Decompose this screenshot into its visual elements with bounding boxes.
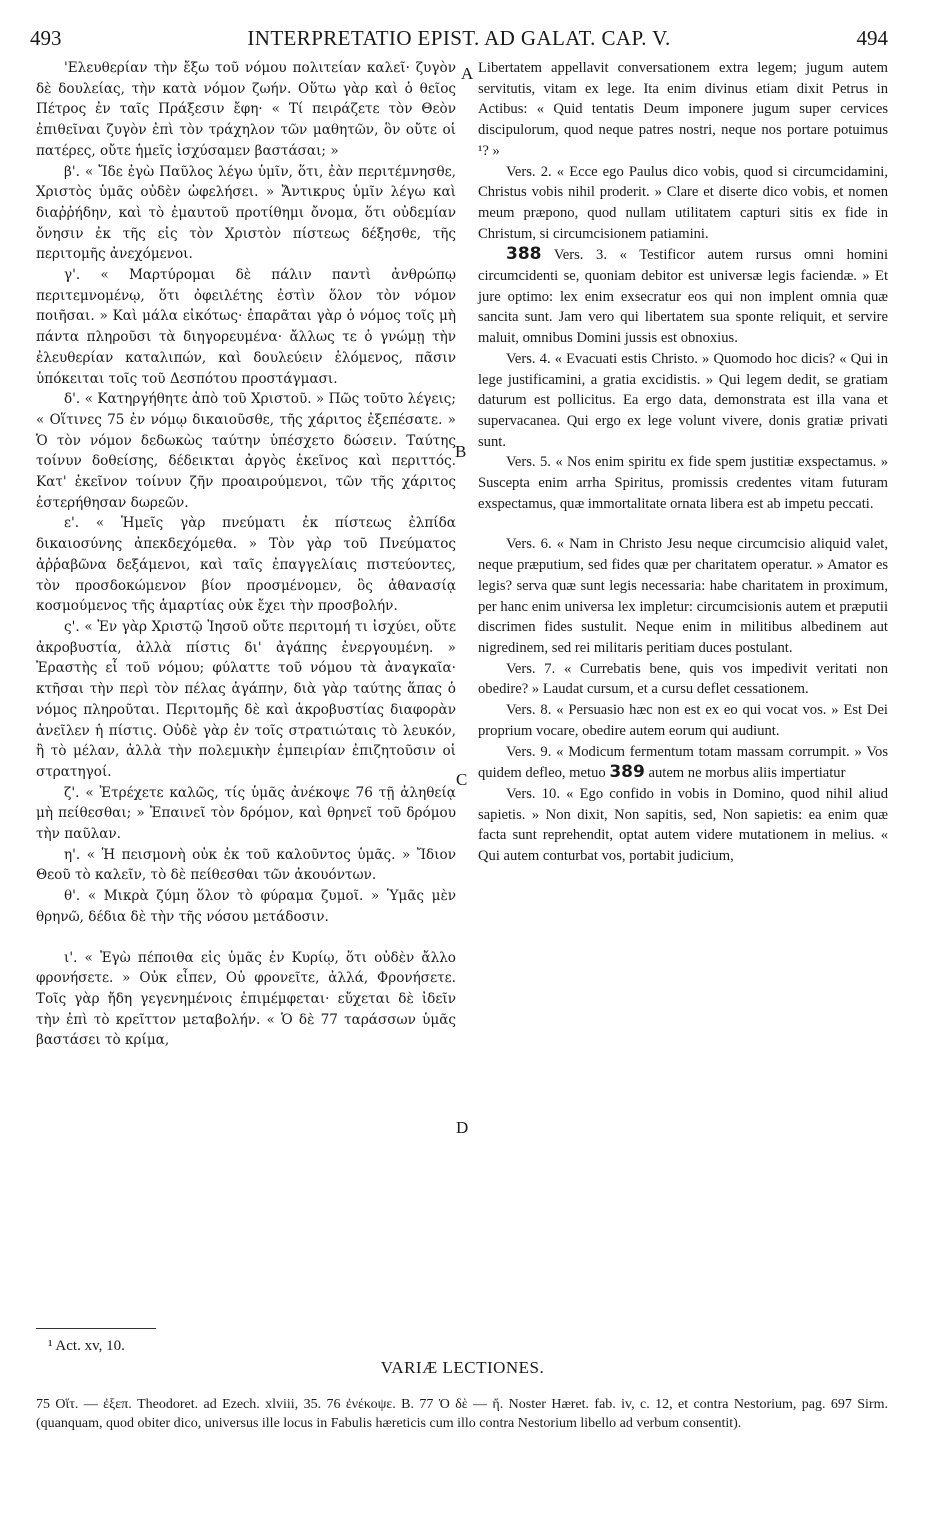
margin-letter: D	[456, 1118, 469, 1137]
margin-letter: A	[461, 64, 474, 83]
variae-lectiones-title: VARIÆ LECTIONES.	[380, 1358, 545, 1377]
greek-paragraph: γ'. « Μαρτύρομαι δὲ πάλιν παντὶ ἀνθρώπῳ περιτεμνομένῳ, ὅτι ὀφειλέτης ἐστὶν ὅλον τὸν νόμον ποιῆσαι. » Καὶ μάλα εἰκότως· ἐπαρᾶται γὰρ ὁ νόμος τοῖς μὴ πάντα πληροῦσι τὰ διηγορευμένα· ἄλλως τε ὁ γνώμῃ τὴν ἐλευθερίαν καταλιπών, καὶ δουλεύειν ἑλόμενος, πᾶσιν ὑπόκειται τοῖς τοῦ Δεσπότου προστάγμασι.	[36, 267, 456, 387]
greek-paragraph: ε'. « Ἡμεῖς γὰρ πνεύματι ἐκ πίστεως ἐλπίδα δικαιοσύνης ἀπεκδεχόμεθα. » Τὸν γὰρ τοῦ Πνεύματος ἀῤῥαβῶνα δεξάμενοι, καὶ ταῖς ἐπαγγελίαις πιστεύοντες, τὸν προσδοκώμενον βίον προσμένομεν, ὃς ἀθανασίᾳ κοσμούμενος τῆς ἁμαρτίας οὐκ ἔχει τὴν προσβολήν.	[36, 515, 456, 615]
greek-paragraph: 'Ελευθερίαν τὴν ἔξω τοῦ νόμου πολιτείαν καλεῖ· ζυγὸν δὲ δουλείας, τὴν κατὰ νόμον ζωήν. Οὕτω γὰρ καὶ ὁ θεῖος Πέτρος ἐν ταῖς Πράξεσιν ἔφη· « Τί πειράζετε τὸν Θεὸν ἐπιθεῖναι ζυγὸν ἐπὶ τὸν τράχηλον τῶν μαθητῶν, ὃν οὔτε οἱ πατέρες, οὔτε ἡμεῖς ἰσχύσαμεν βαστάσαι; »	[36, 60, 456, 159]
column-number: 389	[609, 762, 645, 783]
latin-paragraph: Vers. 7. « Currebatis bene, quis vos impedivit veritati non obedire? » Laudat cursum, et a cursu deflet cessationem.	[478, 660, 888, 698]
latin-paragraph: Vers. 5. « Nos enim spiritu ex fide spem justitiæ exspectamus. » Suscepta enim arrha Spiritus, promissis credentes vitam futuram exspectamus, quæ immortalitate ornata libera est ab impetu peccati.	[478, 454, 888, 512]
greek-column	[36, 58, 456, 1051]
variae-lectiones-body	[36, 1395, 888, 1433]
variae-lectiones-text: 75 Οἵτ. — ἐξεπ. Theodoret. ad Ezech. xlviii, 35. 76 ἐνέκοψε. B. 77 Ὁ δὲ — ἤ. Noster Hæret. fab. iv, c. 12, et contra Nestorium, pag. 697 Sirm. (quanquam, quod obiter dico, universus ille locus in Fabulis hæreticis cum illo contra Nestorium libello ad verbum consentit).	[36, 1397, 888, 1431]
greek-paragraph: ι'. « Ἐγὼ πέποιθα εἰς ὑμᾶς ἐν Κυρίῳ, ὅτι οὐδὲν ἄλλο φρονήσετε. » Οὐκ εἶπεν, Οὐ φρονεῖτε, ἀλλά, Φρονήσετε. Τοῖς γὰρ ἤδη γεγενημένοις ἐπιμέμφεται· εὔχεται δὲ ἰδεῖν τὴν ἐπὶ τὸ κρεῖττον μεταβολήν. « Ὁ δὲ 77 ταράσσων ὑμᾶς βαστάσει τὸ κρίμα,	[36, 949, 456, 1049]
greek-paragraph: θ'. « Μικρὰ ζύμη ὅλον τὸ φύραμα ζυμοῖ. » Ὑμᾶς μὲν θρηνῶ, δέδια δὲ τὴν τῆς νόσου μετάδοσιν.	[36, 888, 456, 925]
page-number-left: 493	[30, 26, 62, 50]
latin-paragraph: Vers. 6. « Nam in Christo Jesu neque circumcisio aliquid valet, neque præputium, sed fides quæ per charitatem operatur. » Amator es legis? serva quæ sunt legis necessaria: habe charitatem in proximum, per hanc enim universa lex impletur: circumcisionis autem et præputii discrimen fides sustulit. Neque enim in militibus albedinem aut nigredinem, sed rei militaris peritiam duces postulant.	[478, 536, 888, 656]
running-title: INTERPRETATIO EPIST. AD GALAT. CAP. V.	[247, 26, 671, 50]
greek-paragraph: δ'. « Κατηργήθητε ἀπὸ τοῦ Χριστοῦ. » Πῶς τοῦτο λέγεις; « Οἵτινες 75 ἐν νόμῳ δικαιοῦσθε, τῆς χάριτος ἐξεπέσατε. » Ὁ τὸν νόμον δεδωκὼς ταύτην ὑπέσχετο δώσειν. Ταύτης τοίνυν δοθείσης, δέδεικται ἀργὸς ἐκεῖνος καὶ περιττός. Κατ' ἐκεῖνον τοίνυν ζῆν προαιρούμενοι, τῶν τῆς χάριτος ἐστερήθησαν δωρεῶν.	[36, 391, 456, 511]
greek-paragraph: ζ'. « Ἐτρέχετε καλῶς, τίς ὑμᾶς ἀνέκοψε 76 τῇ ἀληθείᾳ μὴ πείθεσθαι; » Ἐπαινεῖ τὸν δρόμον, καὶ θρηνεῖ τοῦ δρόμου τὴν παῦλαν.	[36, 784, 456, 843]
footnote-rule	[36, 1328, 156, 1329]
footnote: ¹ Act. xv, 10.	[48, 1338, 125, 1354]
latin-paragraph: Vers. 9. « Modicum fermentum totam massam corrumpit. » Vos quidem defleo, metuo 389 autem ne morbus aliis impertiatur	[478, 743, 888, 783]
greek-paragraph: β'. « Ἴδε ἐγὼ Παῦλος λέγω ὑμῖν, ὅτι, ἐὰν περιτέμνησθε, Χριστὸς ὑμᾶς οὐδὲν ὠφελήσει. » Ἄντικρυς ὑμῖν λέγω καὶ διαῤῥήδην, καὶ τὸ ἐμαυτοῦ προτίθημι ὄνομα, ὅτι οὐδεμίαν ὄνησιν ἐκ τῆς εἰς τὸν Χριστὸν πίστεως δέξησθε, τῆς περιτομῆς ἀνεχόμενοι.	[36, 163, 456, 263]
latin-paragraph: Vers. 10. « Ego confido in vobis in Domino, quod nihil aliud sapietis. » Non dixit, Non sapitis, sed, Non sapietis: ea enim quæ facta sunt reprehendit, optat autem videre mutationem in melius. « Qui autem conturbat vos, portabit judicium,	[478, 785, 888, 865]
latin-paragraph: Vers. 2. « Ecce ego Paulus dico vobis, quod si circumcidamini, Christus vobis nihil proderit. » Clare et diserte dico vobis, et nomen meum præpono, quod nullam utilitatem capturi sitis ex fide in Christum, si circumcisionem patiamini.	[478, 163, 888, 242]
latin-paragraph: Vers. 8. « Persuasio hæc non est ex eo qui vocat vos. » Est Dei proprium vocare, obedire autem eorum qui audiunt.	[478, 702, 888, 739]
latin-paragraph: 388 Vers. 3. « Testificor autem rursus omni homini circumcidenti se, quoniam debitor est universæ legis faciendæ. » Et jure optimo: lex enim exsecratur eos qui non implent omnia quæ sancita sunt. Jam vero qui libertatem sua sponte reliquit, et servire maluit, omnibus Domini jussis est obnoxius.	[478, 244, 888, 347]
margin-letter: C	[456, 770, 468, 789]
latin-paragraph: Libertatem appellavit conversationem extra legem; jugum autem servitutis, vitam ex lege. Ita enim divinus etiam dixit Petrus in Actibus: « Quid tentatis Deum imponere jugum super cervices discipulorum, quod neque patres nostri, neque nos portare potuimus ¹? »	[478, 60, 888, 159]
margin-letter: B	[455, 442, 467, 461]
column-number: 388	[506, 244, 542, 265]
latin-column	[478, 58, 888, 867]
greek-paragraph: ς'. « Ἐν γὰρ Χριστῷ Ἰησοῦ οὔτε περιτομή τι ἰσχύει, οὔτε ἀκροβυστία, ἀλλὰ πίστις δι' ἀγάπης ἐνεργουμένη. » Ἐραστὴς εἶ τοῦ νόμου; φύλαττε τοῦ νόμου τὰ ἀναγκαῖα· κτῆσαι τὴν περὶ τὸν πέλας ἀγάπην, διὰ γὰρ ταύτης ἅπας ὁ νόμος πληροῦται. Περιτομῆς δὲ καὶ ἀκροβυστίας διαφορὰν ἀνεῖλεν ἡ πίστις. Οὐδὲ γὰρ ἐν τοῖς στρατιώταις τὸ λευκόν, ἢ τὸ μέλαν, ἀλλὰ τὴν πολεμικὴν ἐμπειρίαν ἐπιζητοῦσιν οἱ στρατηγοί.	[36, 618, 456, 780]
greek-paragraph: η'. « Ἡ πεισμονὴ οὐκ ἐκ τοῦ καλοῦντος ὑμᾶς. » Ἴδιον Θεοῦ τὸ καλεῖν, τὸ δὲ πείθεσθαι τῶν ἀκουόντων.	[36, 846, 456, 884]
page-number-right: 494	[856, 26, 888, 50]
page-header	[30, 22, 888, 52]
latin-paragraph: Vers. 4. « Evacuati estis Christo. » Quomodo hoc dicis? « Qui in lege justificamini, a gratia excidistis. » Qui legem dedit, se gratiam daturum est pollicitus. Ea ergo data, demonstrata est illa vana et supervacanea. Qui ergo ex lege volunt vivere, donis gratiæ privati sunt.	[478, 350, 888, 450]
